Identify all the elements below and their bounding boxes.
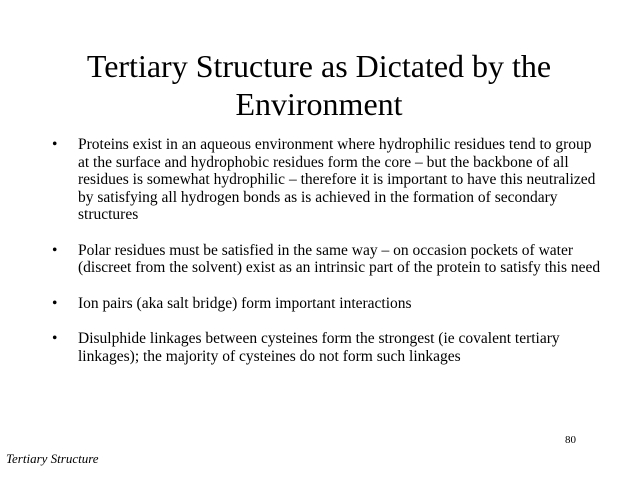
bullet-text: Polar residues must be satisfied in the same way – on occasion pockets of water (discreet from the solvent) exist as an intrinsic part of the protein to satisfy this need	[78, 241, 601, 276]
bullet-text: Proteins exist in an aqueous environment where hydrophilic residues tend to group at the surface and hydrophobic residues form the core – but the backbone of all residues is somewhat hydrophilic – therefore it is important to have this neutralized by satisfying all hydrogen bonds as is achieved in the formation of secondary structures	[78, 136, 596, 223]
bullet-item	[52, 330, 602, 365]
slide-title: Tertiary Structure as Dictated by the Environment	[86, 48, 552, 122]
bullet-item	[52, 136, 602, 224]
bullet-icon: •	[52, 136, 58, 153]
bullet-text: Disulphide linkages between cysteines form the strongest (ie covalent tertiary linkages); the majority of cysteines do not form such linkages	[78, 330, 560, 365]
bullet-list	[52, 136, 602, 383]
bullet-item	[52, 295, 602, 313]
bullet-text: Ion pairs (aka salt bridge) form important interactions	[78, 294, 412, 312]
bullet-icon: •	[52, 294, 58, 312]
footer-label: Tertiary Structure	[6, 451, 99, 466]
page-number: 80	[565, 434, 576, 446]
bullet-icon: •	[52, 241, 58, 259]
bullet-item	[52, 242, 602, 277]
bullet-icon: •	[52, 330, 58, 347]
